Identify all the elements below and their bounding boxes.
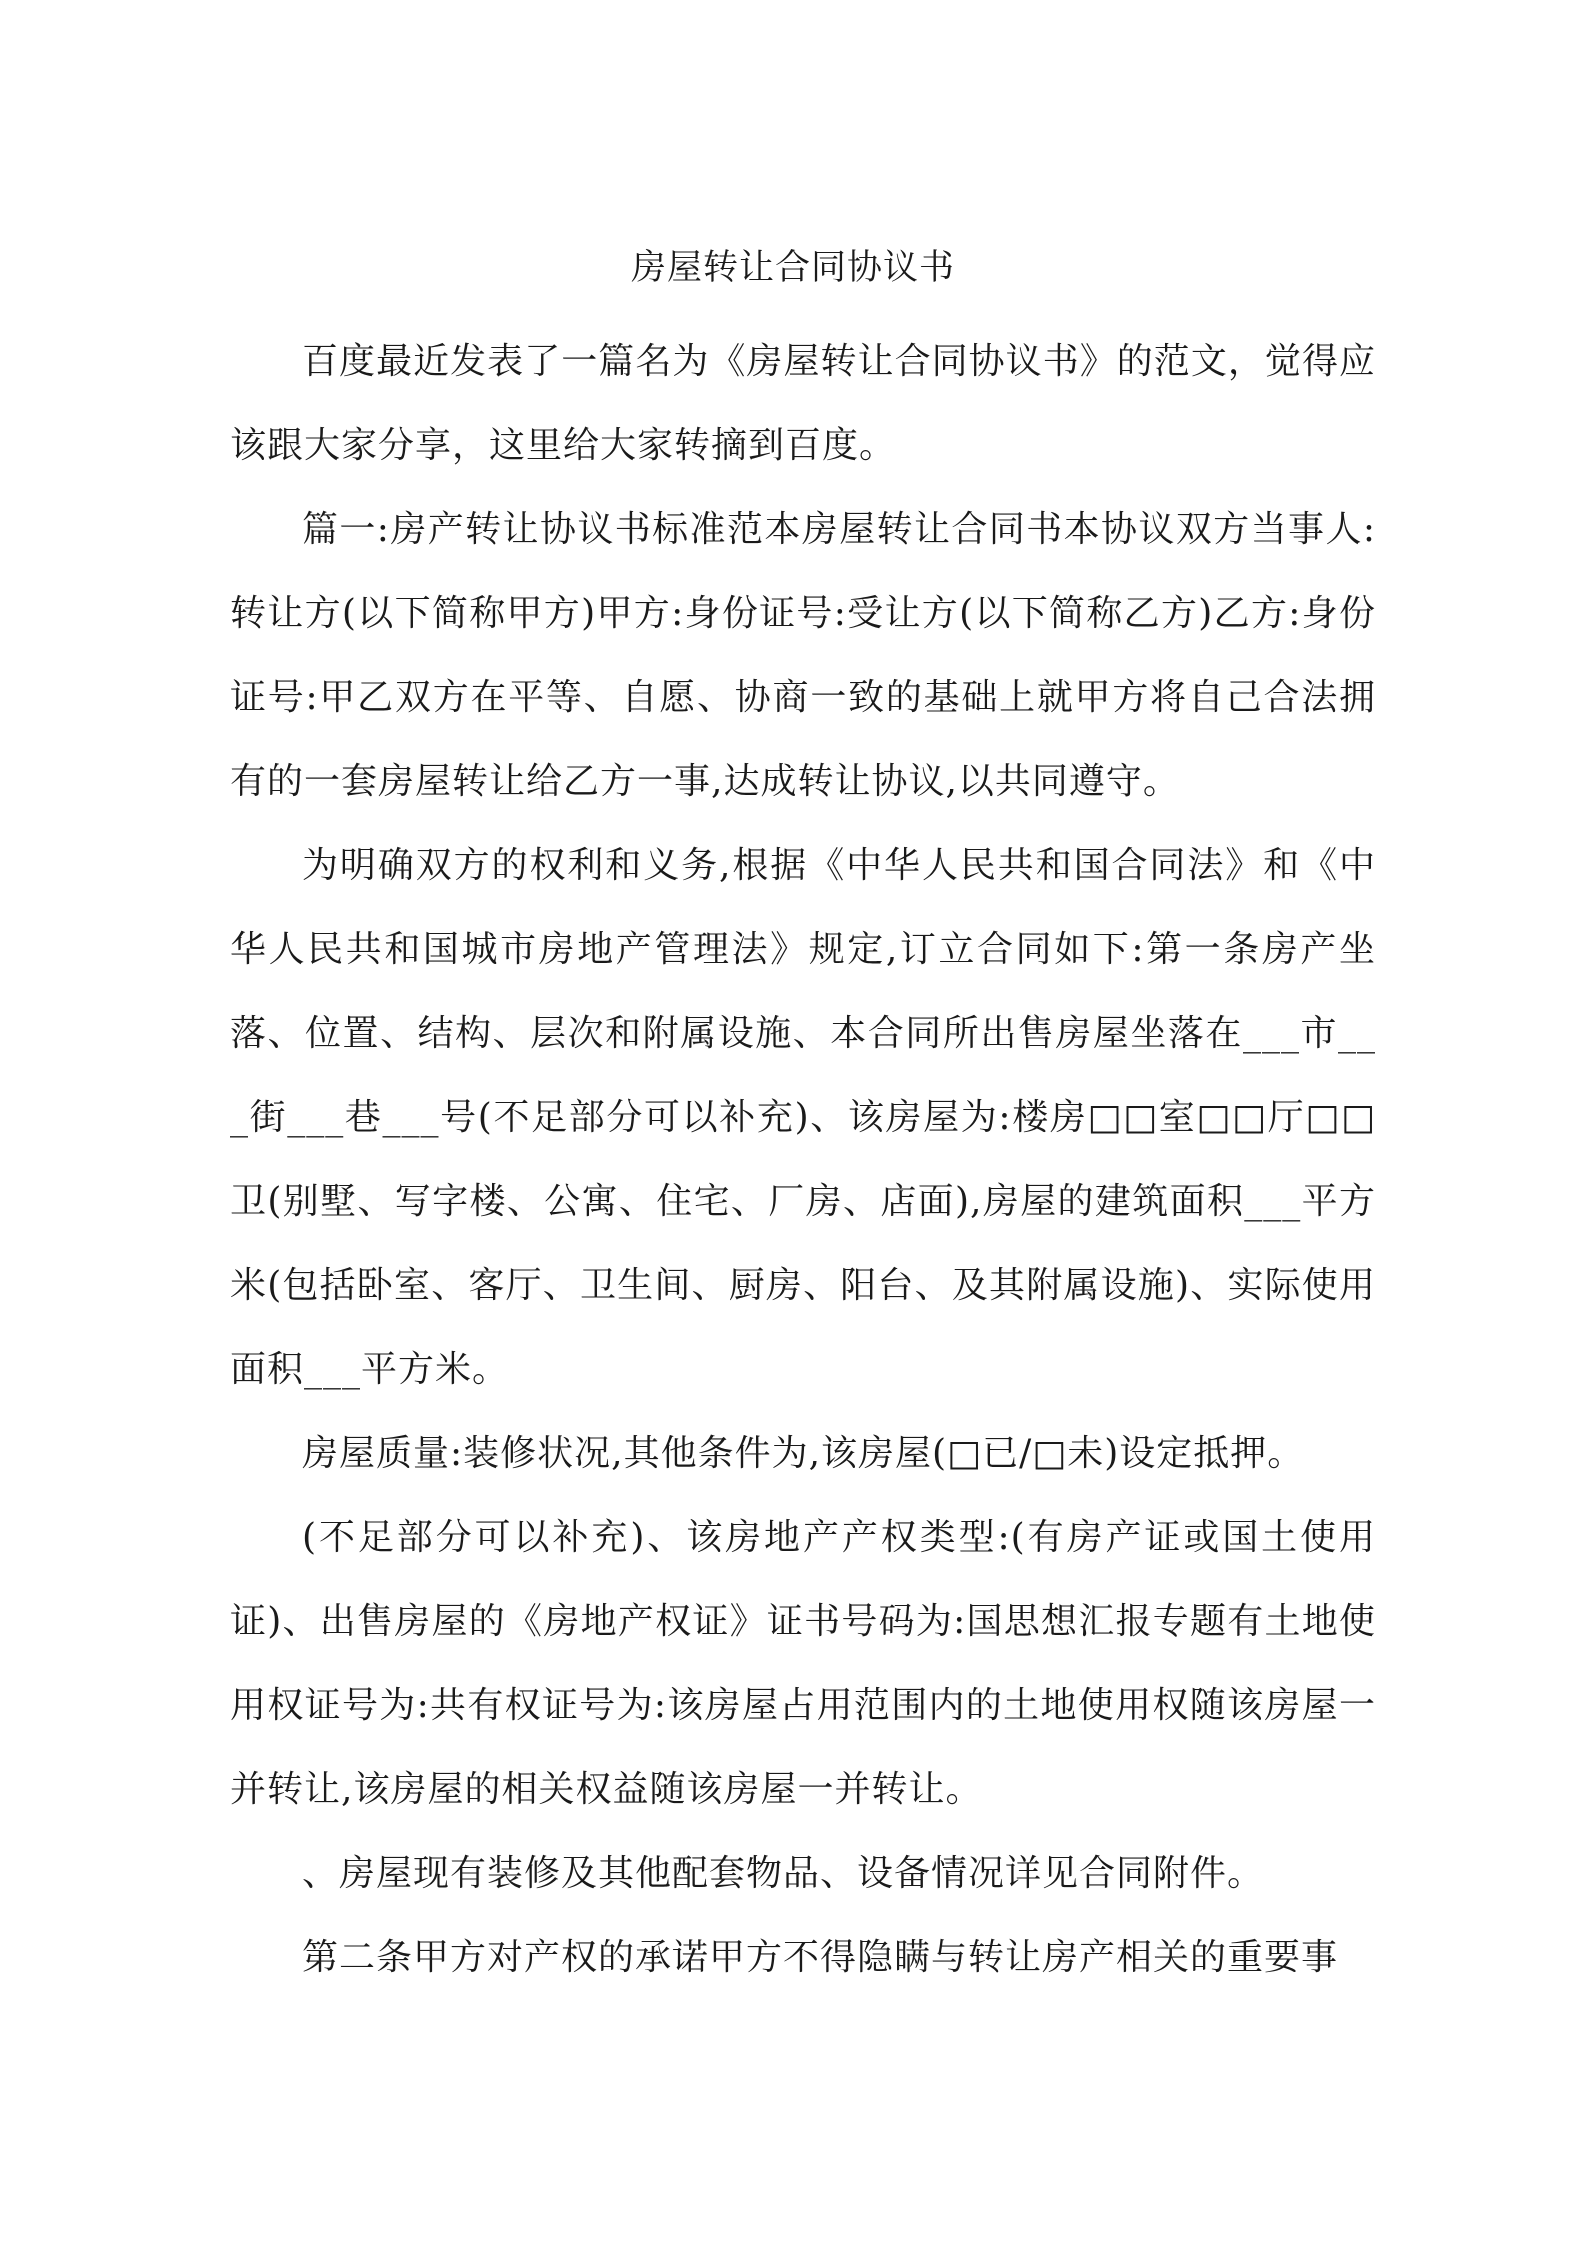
document-title: 房屋转让合同协议书	[630, 248, 955, 288]
paragraph-property-rights: (不足部分可以补充)、该房地产产权类型:(有房产证或国土使用证)、出售房屋的《房地产权证》证书号码为:国思想汇报专题有土地使用权证号为:共有权证号为:该房屋占用范围内的土地使用权随该房屋一并转让,该房屋的相关权益随该房屋一并转让。	[230, 1517, 1376, 1810]
document-body	[230, 320, 1376, 2000]
paragraph-article-two: 第二条甲方对产权的承诺甲方不得隐瞒与转让房产相关的重要事	[302, 1937, 1339, 1978]
paragraph-property-location: 为明确双方的权利和义务,根据《中华人民共和国合同法》和《中华人民共和国城市房地产管理法》规定,订立合同如下:第一条房产坐落、位置、结构、层次和附属设施、本合同所出售房屋坐落在___市___街___巷___号(不足部分可以补充)、该房屋为:楼房□□室□□厅□□卫(别墅、写字楼、公寓、住宅、厂房、店面),房屋的建筑面积___平方米(包括卧室、客厅、卫生间、厨房、阳台、及其附属设施)、实际使用面积___平方米。	[230, 845, 1376, 1390]
paragraph-decoration: 、房屋现有装修及其他配套物品、设备情况详见合同附件。	[302, 1853, 1265, 1894]
paragraph-parties: 篇一:房产转让协议书标准范本房屋转让合同书本协议双方当事人:转让方(以下简称甲方)甲方:身份证号:受让方(以下简称乙方)乙方:身份证号:甲乙双方在平等、自愿、协商一致的基础上就甲方将自己合法拥有的一套房屋转让给乙方一事,达成转让协议,以共同遵守。	[230, 509, 1376, 802]
paragraph-intro: 百度最近发表了一篇名为《房屋转让合同协议书》的范文，觉得应该跟大家分享，这里给大家转摘到百度。	[230, 341, 1376, 466]
paragraph-house-quality: 房屋质量:装修状况,其他条件为,该房屋(□已/□未)设定抵押。	[302, 1433, 1305, 1474]
